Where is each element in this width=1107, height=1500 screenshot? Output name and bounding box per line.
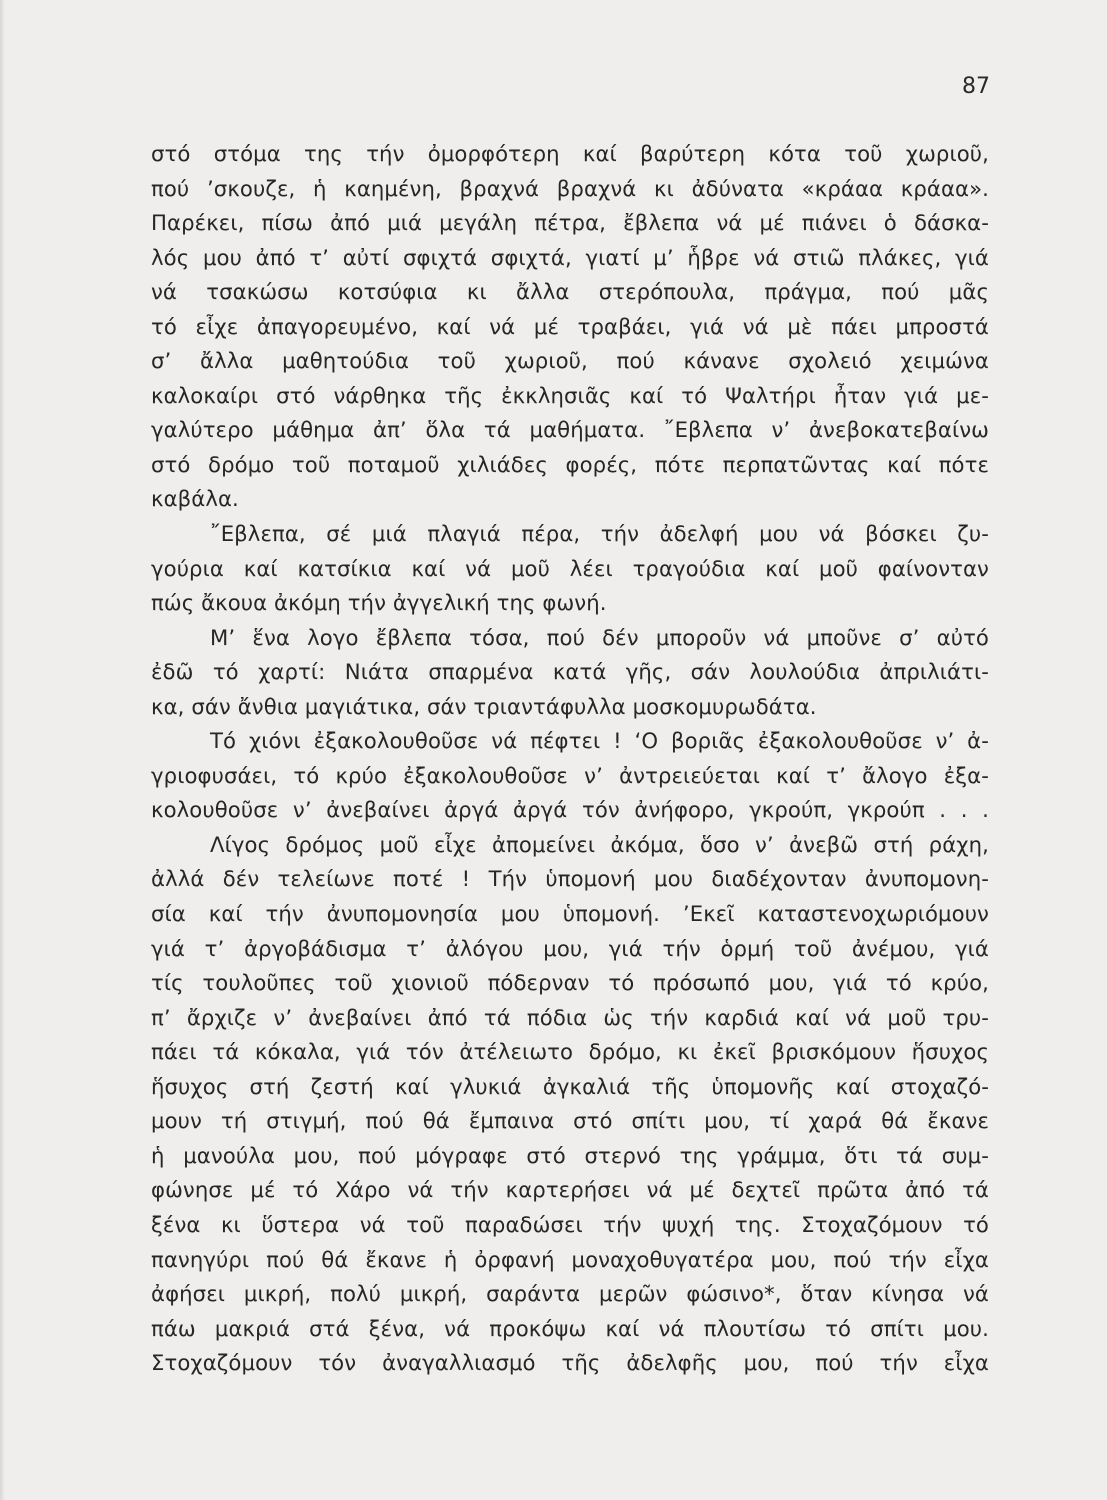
page-number: 87 [962,74,990,99]
text-line: Στοχαζόμουν τόν ἀναγαλλιασμό τῆς ἀδελφῆς μου, πού τήν εἶχα [151,1350,989,1376]
text-line: στό δρόμο τοῦ ποταμοῦ χιλιάδες φορές, πότε περπατῶντας καί πότε [151,451,989,477]
text-line: κολουθοῦσε ν’ ἀνεβαίνει ἀργά ἀργά τόν ἀνήφορο, γκρούπ, γκρούπ . . . [151,797,989,823]
text-line: πάει τά κόκαλα, γιά τόν ἀτέλειωτο δρόμο, κι ἐκεῖ βρισκόμουν ἥσυχος [151,1039,989,1065]
text-line: ἀλλά δέν τελείωνε ποτέ ! Τήν ὑπομονή μου διαδέχονταν ἀνυπομονη- [151,866,989,892]
text-line: καβάλα. [151,486,239,512]
text-line: ῎Εβλεπα, σέ μιά πλαγιά πέρα, τήν ἀδελφή μου νά βόσκει ζυ- [210,521,989,547]
text-line: κα, σάν ἄνθια μαγιάτικα, σάν τριαντάφυλλα μοσκομυρωδάτα. [151,693,817,719]
text-line: πού ’σκουζε, ἡ καημένη, βραχνά βραχνά κι ἀδύνατα «κράαα κράαα». [151,175,989,201]
text-line: νά τσακώσω κοτσύφια κι ἄλλα στερόπουλα, πράγμα, πού μᾶς [151,279,989,305]
text-line: τό εἶχε ἀπαγορευμένο, καί νά μέ τραβάει, γιά νά μὲ πάει μπροστά [151,313,989,339]
text-line: Λίγος δρόμος μοῦ εἶχε ἀπομείνει ἀκόμα, ὅσο ν’ ἀνεβῶ στή ράχη, [210,831,989,857]
text-line: Μ’ ἕνα λογο ἔβλεπα τόσα, πού δέν μποροῦν νά μποῦνε σ’ αὐτό [210,624,989,650]
text-line: ἡ μανούλα μου, πού μόγραφε στό στερνό της γράμμα, ὅτι τά συμ- [151,1142,989,1168]
text-line: ἀφήσει μικρή, πολύ μικρή, σαράντα μερῶν φώσινο*, ὅταν κίνησα νά [151,1281,989,1307]
text-line: γούρια καί κατσίκια καί νά μοῦ λέει τραγούδια καί μοῦ φαίνονταν [151,555,989,581]
text-line: καλοκαίρι στό νάρθηκα τῆς ἐκκλησιᾶς καί τό Ψαλτήρι ἦταν γιά με- [151,382,989,408]
text-line: πώς ἄκουα ἀκόμη τήν ἀγγελική της φωνή. [151,590,607,616]
text-line: στό στόμα της τήν ὀμορφότερη καί βαρύτερη κότα τοῦ χωριοῦ, [151,141,989,166]
text-line: πάω μακριά στά ξένα, νά προκόψω καί νά πλουτίσω τό σπίτι μου. [151,1315,989,1341]
text-line: σ’ ἄλλα μαθητούδια τοῦ χωριοῦ, πού κάνανε σχολειό χειμώνα [151,348,989,374]
text-line: λός μου ἀπό τ’ αὐτί σφιχτά σφιχτά, γιατί μ’ ἧβρε νά στιῶ πλάκες, γιά [151,244,989,270]
body-text [151,137,989,1381]
paper-edge [0,0,5,1500]
text-line: γαλύτερο μάθημα ἀπ’ ὅλα τά μαθήματα. ῎Εβλεπα ν’ ἀνεβοκατεβαίνω [151,417,989,443]
text-line: πανηγύρι πού θά ἔκανε ἡ ὀρφανή μοναχοθυγατέρα μου, πού τήν εἶχα [151,1246,989,1272]
text-line: σία καί τήν ἀνυπομονησία μου ὑπομονή. ’Εκεῖ καταστενοχωριόμουν [151,901,989,927]
text-line: γριοφυσάει, τό κρύο ἐξακολουθοῦσε ν’ ἀντρειεύεται καί τ’ ἄλογο ἐξα- [151,762,989,788]
text-line: ξένα κι ὕστερα νά τοῦ παραδώσει τήν ψυχή της. Στοχαζόμουν τό [151,1211,989,1237]
text-line: ἥσυχος στή ζεστή καί γλυκιά ἀγκαλιά τῆς ὑπομονῆς καί στοχαζό- [151,1073,989,1099]
text-line: ἐδῶ τό χαρτί: Νιάτα σπαρμένα κατά γῆς, σάν λουλούδια ἀπριλιάτι- [151,659,989,685]
text-line: Παρέκει, πίσω ἀπό μιά μεγάλη πέτρα, ἔβλεπα νά μέ πιάνει ὁ δάσκα- [151,210,989,236]
text-line: Τό χιόνι ἐξακολουθοῦσε νά πέφτει ! ‘Ο βοριᾶς ἐξακολουθοῦσε ν’ ἀ- [210,728,989,754]
text-line: φώνησε μέ τό Χάρο νά τήν καρτερήσει νά μέ δεχτεῖ πρῶτα ἀπό τά [151,1177,989,1203]
text-line: γιά τ’ ἀργοβάδισμα τ’ ἀλόγου μου, γιά τήν ὁρμή τοῦ ἀνέμου, γιά [151,935,989,961]
text-line: μουν τή στιγμή, πού θά ἔμπαινα στό σπίτι μου, τί χαρά θά ἔκανε [151,1108,989,1134]
text-line: τίς τουλοῦπες τοῦ χιονιοῦ πόδερναν τό πρόσωπό μου, γιά τό κρύο, [151,970,989,996]
text-line: π’ ἄρχιζε ν’ ἀνεβαίνει ἀπό τά πόδια ὡς τήν καρδιά καί νά μοῦ τρυ- [151,1004,989,1030]
